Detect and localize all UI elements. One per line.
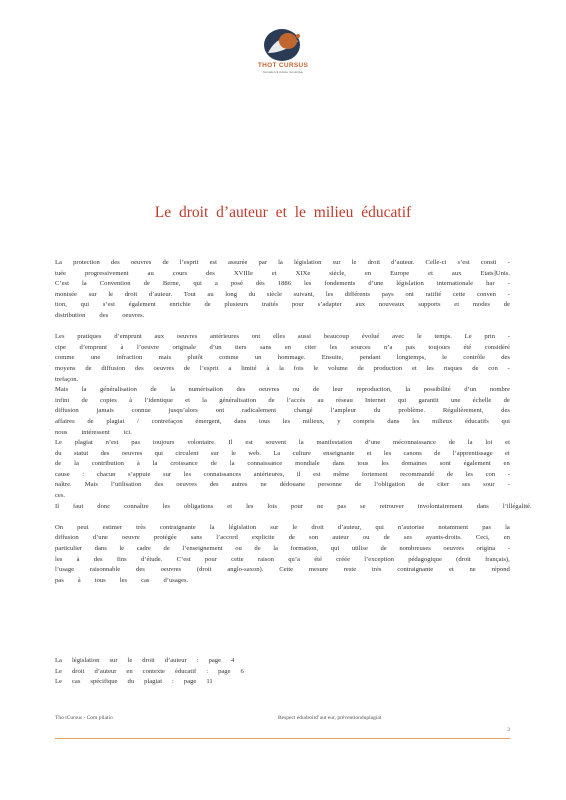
footer-left-text: Tho tCursus - Com pilatio [55,715,113,721]
document-title: Le droit d’auteur et le milieu éducatif [154,204,412,221]
text-line: Le plagiat n’est pas toujours volontaire. Il est souvent la manifestation d’une méconnaissance de la loi et [55,439,510,447]
text-line: Les pratiques d’emprunt aux oeuvres antérieures ont elles aussi beaucoup évolué avec le temps. Le prin - [55,333,510,341]
paragraph [55,258,510,322]
text-line: ces. [55,492,66,500]
logo-name: THOT CURSUS [257,62,309,69]
text-line: affaires de plagiat / contrefaçon émergent, dans tous les milieux, y compris dans les milieux éducatifs qui [55,417,510,425]
text-line: particulier dans le cadre de l’enseignement ou de la formation, qui utilise de nombreuses oeuvres origina - [55,545,510,553]
text-line: On peut estimer très contraignante la législation sur le droit d’auteur, qui n’autorise notamment pas la [55,523,510,531]
table-of-contents [55,656,254,688]
text-line: tuée progressivement au cours des XVIIIe et XIXe siècle, en Europe et aux Etats]Unis. [55,269,510,277]
text-line: tion, qui s’est également enrichie de plusieurs traités pour s’adapter aux nouveaux supports et modes de [55,301,510,309]
text-line: Il faut donc connaître les obligations et les lois pour ne pas se retrouver involontairement dans l’illégalité. [55,502,532,510]
text-line: l’usage raisonnable des oeuvres (droit anglo-saxon). Cette mesure reste très contraignante et ne répond [55,566,510,574]
text-line: distribution des oeuvres. [55,311,145,319]
footer-right-text: Respect edudroitd’aut eur, préventionduplagiat [278,715,382,721]
text-line: infini de copies à l’identique et la généralisation de l’accès au réseau Internet qui garantit une échelle de [55,396,510,404]
text-line: cause : chacun s’appuie sur les connaissances antérieures, il est même fortement recommandé de les con - [55,470,510,478]
text-line: C’est la Convention de Berne, qui a posé dès 1886 les fondements d’une législation internationale har - [55,280,510,288]
text-line: pas à tous les cas d’usages. [55,576,189,584]
text-line: trefaçon. [55,375,79,383]
document-body [55,258,532,586]
text-line: diffusion jamais connue jusqu’alors ont radicalement changé l’ampleur du problème. Régulièrement, des [55,407,510,415]
text-line: cipe d’emprunt à l’oeuvre originale d’un tiers sans en citer les sources n’a pas toujours été considéré [55,343,510,351]
toc-entry: La législation sur le droit d’auteur : page 4 [55,657,235,664]
text-line: monisée sur le droit d’auteur. Tout au long du siècle suivant, les différents pays ont ratifié cette conven - [55,290,510,298]
text-line: de la contribution à la croissance de la connaissance mondiale dans tous les domaines sont également en [55,460,510,468]
text-line: du statut des oeuvres qui circulent sur le web. La culture enseignante et les canons de l’apprentissage et [55,449,510,457]
text-line: naître. Mais l’utilisation des oeuvres des autres ne dédouane personne de l’obligation de citer ses sour - [55,481,510,489]
paragraph [55,332,532,512]
toc-entry: Le cas spécifique du plagiat : page 11 [55,678,213,686]
text-line: comme une infraction mais plutôt comme un hommage. Ensuite, pendant longtemps, le contrôle des [55,354,510,362]
page-number: 3 [507,727,510,733]
text-line: La protection des oeuvres de l’esprit est assurée par la législation sur le droit d’auteur. Celle-ci s’est consti - [55,259,510,266]
text-line: les à des fins d’étude. C’est pour cette raison qu’a été créée l’exception pédagogique (droit français), [55,555,510,563]
text-line: diffusion d’une oeuvre protégée sans l’accord explicite de son auteur ou de ses ayants-droits. Ceci, en [55,534,510,542]
toc-entry: Le droit d’auteur en contexte éducatif : page 6 [55,667,244,675]
text-line: moyens de diffusion des oeuvres de l’esprit a limité à la fois le volume de production et les risques de con - [55,364,510,372]
footer-rule [55,738,510,739]
paragraph [55,523,510,587]
logo-tagline: formation & culture numérique [262,70,304,74]
text-line: Mais la généralisation de la numérisation des oeuvres ou de leur reproduction, la possibilité d’un nombre [55,386,510,394]
text-line: nous intéressent ici. [55,428,132,436]
